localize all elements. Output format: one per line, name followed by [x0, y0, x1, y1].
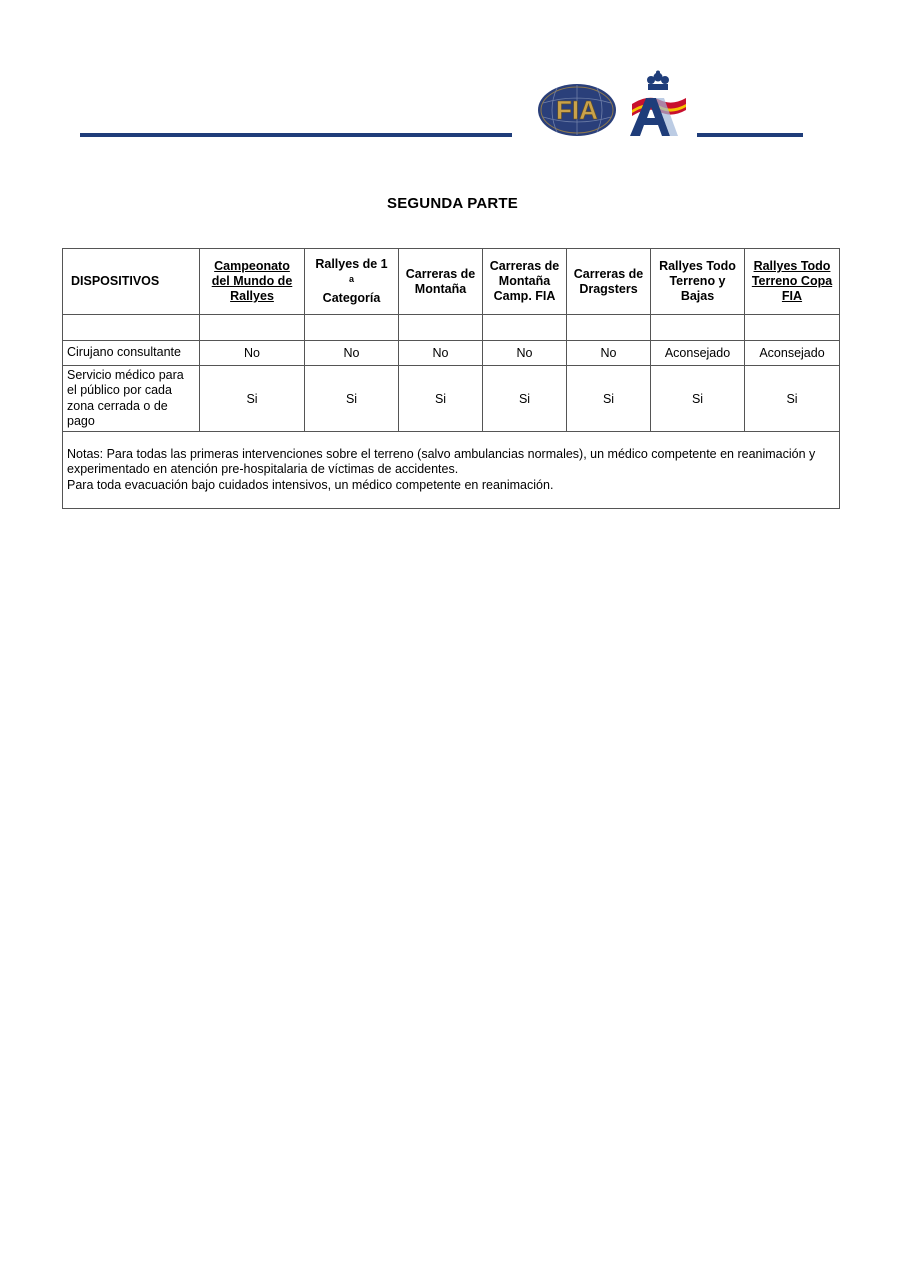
header-carreras-dragsters: Carreras de Dragsters: [567, 249, 651, 315]
header-rallyes-todo-terreno-bajas: Rallyes Todo Terreno y Bajas: [651, 249, 745, 315]
fia-logo-icon: [537, 83, 617, 137]
cell-value: No: [399, 341, 483, 366]
cell-value: Si: [399, 366, 483, 432]
header-carreras-montana: Carreras de Montaña: [399, 249, 483, 315]
row-label: Servicio médico para el público por cada zona cerrada o de pago: [63, 366, 200, 432]
table-header-row: [63, 249, 840, 315]
row-label: Cirujano consultante: [63, 341, 200, 366]
cell-value: Si: [745, 366, 840, 432]
header-carreras-montana-fia: Carreras de Montaña Camp. FIA: [483, 249, 567, 315]
page-title: SEGUNDA PARTE: [387, 195, 518, 212]
table-row-empty: [63, 315, 840, 341]
cell-value: No: [200, 341, 305, 366]
header-c1-text: Campeonato del Mundo de Rallyes: [211, 259, 293, 303]
notes-cell: [63, 432, 840, 509]
notes-line-1: Notas: Para todas las primeras intervenciones sobre el terreno (salvo ambulancias normales), un médico competente en reanimación y experimentado en atención pre-hospitalaria de víctimas de accidentes.: [67, 446, 816, 477]
header-c2-text-b: Categoría: [322, 291, 381, 306]
header-c2-sup: a: [348, 273, 354, 284]
table-row: [63, 366, 840, 432]
cell-value: Si: [483, 366, 567, 432]
header-rule-right: [697, 133, 803, 137]
cell-value: Si: [200, 366, 305, 432]
header-rallyes-1a-categoria: [305, 249, 399, 315]
devices-table: [62, 248, 840, 509]
header-rule-left: [80, 133, 512, 137]
cell-value: No: [483, 341, 567, 366]
cell-value: Aconsejado: [745, 341, 840, 366]
table-row: [63, 341, 840, 366]
rfeda-logo-icon: [626, 70, 688, 138]
header-c2-text-a: Rallyes de 1: [315, 256, 388, 271]
cell-value: Si: [567, 366, 651, 432]
table-notes-row: [63, 432, 840, 509]
header-rallyes-todo-terreno-copa-fia: [745, 249, 840, 315]
notes-line-2: Para toda evacuación bajo cuidados intensivos, un médico competente en reanimación.: [67, 477, 554, 492]
cell-value: No: [305, 341, 399, 366]
header-campeonato-mundo-rallyes: [200, 249, 305, 315]
fia-logo-text: FIA: [556, 95, 598, 125]
cell-value: Si: [651, 366, 745, 432]
cell-value: No: [567, 341, 651, 366]
cell-value: Aconsejado: [651, 341, 745, 366]
cell-value: Si: [305, 366, 399, 432]
header-dispositivos: DISPOSITIVOS: [63, 249, 200, 315]
header-c7-text: Rallyes Todo Terreno Copa FIA: [751, 259, 833, 303]
